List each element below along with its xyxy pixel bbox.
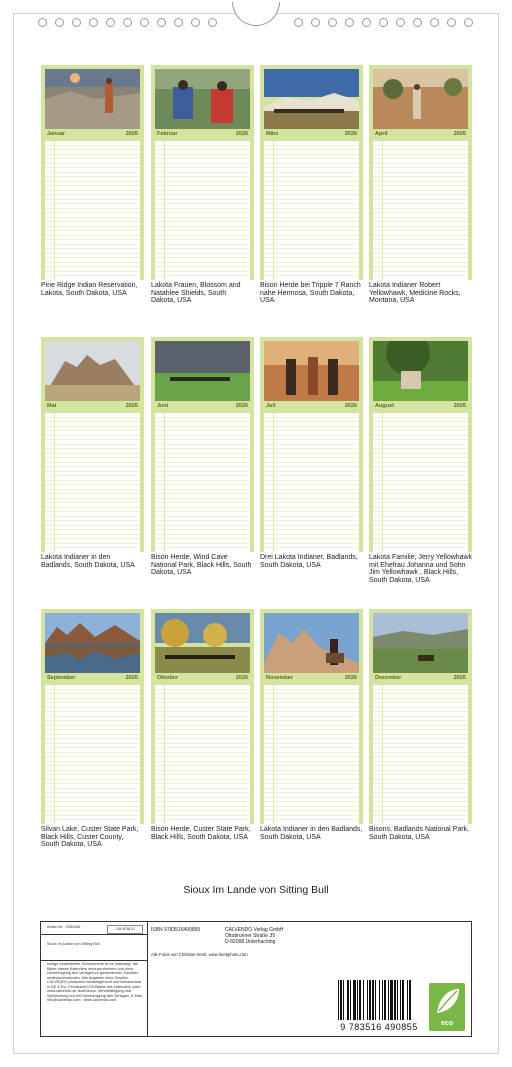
barcode-bar: [343, 980, 344, 1020]
caption-oktober: Bison Herde, Custer State Park, Black Hills, South Dakota, USA: [151, 826, 251, 841]
month-photo: [373, 613, 468, 673]
month-tile-september: [41, 609, 144, 824]
binding-hole: [413, 18, 422, 27]
imprint-box: [40, 921, 472, 1037]
caption-juli: Drei Lakota Indianer, Badlands, South Dakota, USA: [260, 554, 358, 569]
month-tile-oktober: [151, 609, 254, 824]
month-year: 2026: [453, 675, 466, 681]
month-year: 2026: [453, 131, 466, 137]
month-photo: [155, 341, 250, 401]
month-tile-mai: [41, 337, 144, 552]
day-grid: [373, 413, 468, 552]
day-grid: [264, 413, 359, 552]
binding-hole: [379, 18, 388, 27]
month-photo: [45, 69, 140, 129]
caption-mai: Lakota Indianer in den Badlands, South Dakota, USA: [41, 554, 135, 569]
barcode-bar: [338, 980, 339, 1020]
binding-hole: [430, 18, 439, 27]
month-tile-november: [260, 609, 363, 824]
eco-badge: [429, 983, 465, 1031]
month-year: 2026: [344, 131, 357, 137]
month-tile-juni: [151, 337, 254, 552]
binding-hole: [38, 18, 47, 27]
month-year: 2026: [235, 403, 248, 409]
binding-hole: [106, 18, 115, 27]
calvendo-logo: CALVENDO: [107, 925, 143, 934]
binding-hole: [294, 18, 303, 27]
day-grid: [373, 685, 468, 824]
leaf-icon: [429, 983, 465, 1019]
barcode-bar: [397, 980, 398, 1020]
binding-hole: [191, 18, 200, 27]
caption-februar: Lakota Frauen, Blossom and Natahlee Shields, South Dakota, USA: [151, 282, 241, 304]
month-photo: [373, 341, 468, 401]
binding-hole: [89, 18, 98, 27]
month-name: Dezember: [375, 675, 402, 681]
caption-november: Lakota Indianer in den Badlands, South Dakota, USA: [260, 826, 363, 841]
month-tile-januar: [41, 65, 144, 280]
publisher-line-1: CALVENDO Verlag GmbH: [225, 927, 284, 933]
calendar-title: Sioux Im Lande von Sitting Bull: [183, 884, 329, 896]
barcode-bar: [394, 980, 396, 1020]
binding-hole: [328, 18, 337, 27]
day-grid: [155, 685, 250, 824]
barcode-bar: [375, 980, 376, 1020]
binding-hole: [123, 18, 132, 27]
barcode-bar: [367, 980, 368, 1020]
day-grid: [45, 413, 140, 552]
month-photo: [155, 613, 250, 673]
month-year: 2026: [125, 403, 138, 409]
barcode-bar: [402, 980, 404, 1020]
month-year: 2026: [125, 131, 138, 137]
day-grid: [264, 141, 359, 280]
barcode-bar: [409, 980, 411, 1020]
month-year: 2026: [344, 675, 357, 681]
publisher-line-2: Ottobrunner Straße 39: [225, 933, 276, 939]
binding-hole: [140, 18, 149, 27]
binding-hole: [464, 18, 473, 27]
caption-august: Lakota Familie, Jerry Yellowhawk mit Ehefrau Johanna und Sohn Jim Yellowhawk , Black Hills, South Dakota, USA: [369, 554, 473, 584]
barcode-bar: [400, 980, 401, 1020]
day-grid: [264, 685, 359, 824]
binding-hole: [396, 18, 405, 27]
binding-hole: [311, 18, 320, 27]
barcode-bar: [407, 980, 408, 1020]
barcode-bar: [357, 980, 358, 1020]
month-name: Juni: [157, 403, 169, 409]
month-year: 2026: [125, 675, 138, 681]
month-year: 2026: [453, 403, 466, 409]
day-grid: [373, 141, 468, 280]
binding-hole: [208, 18, 217, 27]
binding-hole: [345, 18, 354, 27]
barcode-bar: [347, 980, 349, 1020]
month-tile-august: [369, 337, 472, 552]
month-photo: [45, 613, 140, 673]
binding-hole: [447, 18, 456, 27]
caption-dezember: Bisons, Badlands National Park, South Dakota, USA: [369, 826, 469, 841]
barcode-bar: [390, 980, 393, 1020]
month-name: Mai: [47, 403, 57, 409]
barcode-bar: [353, 980, 356, 1020]
month-tile-maerz: [260, 65, 363, 280]
day-grid: [45, 141, 140, 280]
barcode-bar: [388, 980, 389, 1020]
binding-hole: [72, 18, 81, 27]
month-year: 2026: [235, 675, 248, 681]
month-name: Oktober: [157, 675, 179, 681]
month-year: 2026: [235, 131, 248, 137]
photo-credit: Alle Fotos von Christian Heeb, www.heebphoto.com: [151, 952, 248, 957]
imprint-title-row: [41, 934, 147, 961]
product-title: Sioux Im Lande von Sitting Bull: [47, 942, 100, 946]
month-name: Januar: [47, 131, 66, 137]
caption-maerz: Bison Herde bei Tripple 7 Ranch nahe Hermosa, South Dakota, USA: [260, 282, 361, 304]
legal-text: Infolge bestehender Schutzrechte ist es untersagt, die Bilder dieses Kalenders herauszutrennen und ohne Genehmigung des Verlages zu gewerblichen Zwecken weiterzuverwenden. Alle Angaben ohne Gewähr. CALVENDO produziert bedarfsgerecht und klimaneutral in DE & EU. Feedback/CO2-Bilanz des Kalenders unter: www.calvendo.de Nachdruck, Vervielfältigung und Speicherung nur mit Genehmigung des Verlages. E-Mail: info@calvendo.com · www.calvendo.com: [47, 962, 143, 1002]
month-name: April: [375, 131, 388, 137]
caption-januar: Pine Ridge Indian Reservation, Lakota, South Dakota, USA: [41, 282, 138, 297]
month-tile-juli: [260, 337, 363, 552]
month-tile-dezember: [369, 609, 472, 824]
month-photo: [155, 69, 250, 129]
month-name: Februar: [157, 131, 178, 137]
barcode-bar: [369, 980, 371, 1020]
barcode-bar: [350, 980, 351, 1020]
caption-september: Silvan Lake, Custer State Park, Black Hills, Custer County, South Dakota, USA: [41, 826, 139, 848]
publisher-line-3: D-82008 Unterhaching: [225, 939, 276, 945]
month-photo: [264, 69, 359, 129]
barcode-number: 9 783516 490855: [340, 1022, 418, 1032]
binding-hole: [157, 18, 166, 27]
caption-april: Lakota Indianer Robert Yellowhawk, Medicine Rocks, Montana, USA: [369, 282, 461, 304]
month-photo: [373, 69, 468, 129]
month-photo: [264, 613, 359, 673]
day-grid: [155, 413, 250, 552]
isbn: ISBN 9783516490855: [151, 927, 201, 933]
imprint-divider: [147, 922, 148, 1036]
imprint-left-column: [41, 922, 148, 1036]
barcode-bar: [363, 980, 364, 1020]
eco-label: eco: [440, 1020, 454, 1027]
binding-hole: [55, 18, 64, 27]
binding-hole: [174, 18, 183, 27]
month-name: September: [47, 675, 76, 681]
day-grid: [155, 141, 250, 280]
month-photo: [264, 341, 359, 401]
barcode-bar: [382, 980, 383, 1020]
month-name: November: [266, 675, 293, 681]
barcode-bar: [379, 980, 380, 1020]
day-grid: [45, 685, 140, 824]
month-tile-februar: [151, 65, 254, 280]
month-name: Juli: [266, 403, 276, 409]
barcode-bar: [359, 980, 361, 1020]
month-name: März: [266, 131, 279, 137]
barcode-bar: [340, 980, 342, 1020]
month-photo: [45, 341, 140, 401]
binding-hole: [362, 18, 371, 27]
barcode-bar: [384, 980, 386, 1020]
month-year: 2026: [344, 403, 357, 409]
barcode: [336, 980, 426, 1024]
article-number: Artikel Nr.: 2084166: [47, 925, 81, 929]
month-name: August: [375, 403, 394, 409]
month-tile-april: [369, 65, 472, 280]
caption-juni: Bison Herde, Wind Cave National Park, Black Hills, South Dakota, USA: [151, 554, 252, 576]
barcode-bar: [372, 980, 374, 1020]
